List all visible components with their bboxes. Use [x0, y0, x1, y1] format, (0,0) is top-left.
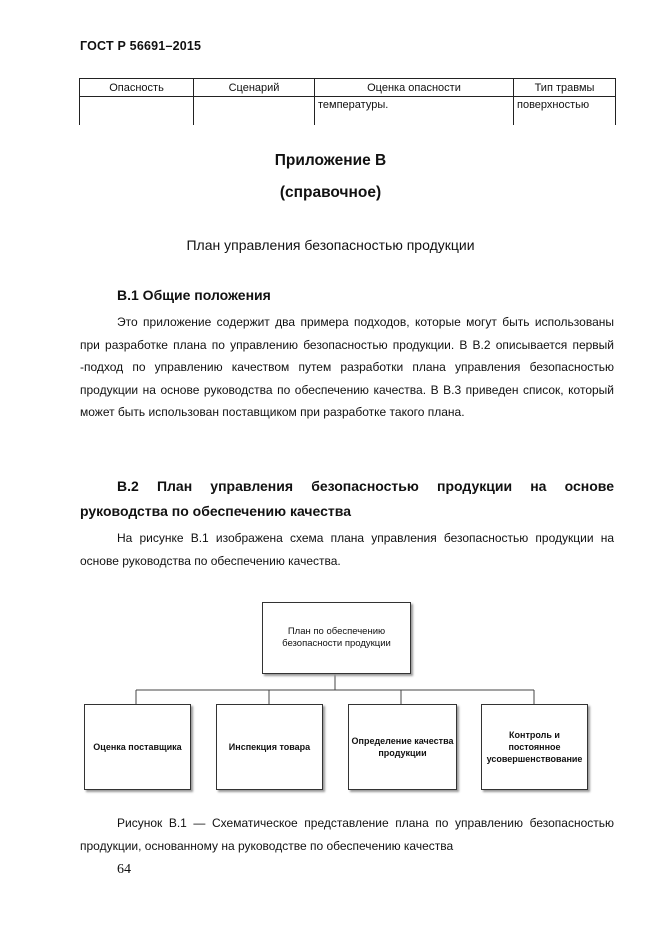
- diagram-box-plan: План по обеспечению безопасности продукции: [262, 602, 411, 674]
- document-header: ГОСТ Р 56691–2015: [80, 39, 202, 53]
- figure-caption: Рисунок В.1 — Схематическое представление плана по управлению безопасностью продукции, основанному на руководстве по обеспечению качества: [80, 816, 614, 853]
- section1-heading: В.1 Общие положения: [117, 287, 271, 303]
- appendix-subtitle: (справочное): [279, 184, 382, 201]
- table-cell: [194, 97, 315, 126]
- diagram-box-control-improvement: Контроль и постоянное усовершенствование: [481, 704, 588, 790]
- page-number: 64: [117, 862, 131, 877]
- appendix-title: Приложение В: [274, 152, 387, 169]
- diagram-box-supplier-assessment: Оценка поставщика: [84, 704, 191, 790]
- diagram-box-product-inspection: Инспекция товара: [216, 704, 323, 790]
- hazard-table: [79, 78, 616, 125]
- table-header-cell: Сценарий: [194, 79, 315, 97]
- table-row: [80, 97, 616, 126]
- section2-heading: В.2 План управления безопасностью продукции на основе руководства по обеспечению качества: [80, 478, 614, 519]
- table-header-cell: Оценка опасности: [315, 79, 514, 97]
- table-cell: поверхностью: [514, 97, 616, 126]
- table-cell: температуры.: [315, 97, 514, 126]
- section1-paragraph: Это приложение содержит два примера подходов, которые могут быть использованы при разработке плана по управлению безопасностью продукции. В В.2 описывается первый -подход по управлению качеством путем разработки плана управления безопасностью продукции на основе руководства по обеспечению качества. В В.3 приведен список, который может быть использован поставщиком при разработке такого плана.: [80, 315, 614, 420]
- plan-title: План управления безопасностью продукции: [186, 237, 475, 253]
- table-cell: [80, 97, 194, 126]
- table-header-row: [80, 79, 616, 97]
- table-header-cell: Тип травмы: [514, 79, 616, 97]
- diagram-box-quality-determination: Определение качества продукции: [348, 704, 457, 790]
- table-header-cell: Опасность: [80, 79, 194, 97]
- section2-paragraph: На рисунке В.1 изображена схема плана управления безопасностью продукции на основе руководства по обеспечению качества.: [80, 531, 614, 568]
